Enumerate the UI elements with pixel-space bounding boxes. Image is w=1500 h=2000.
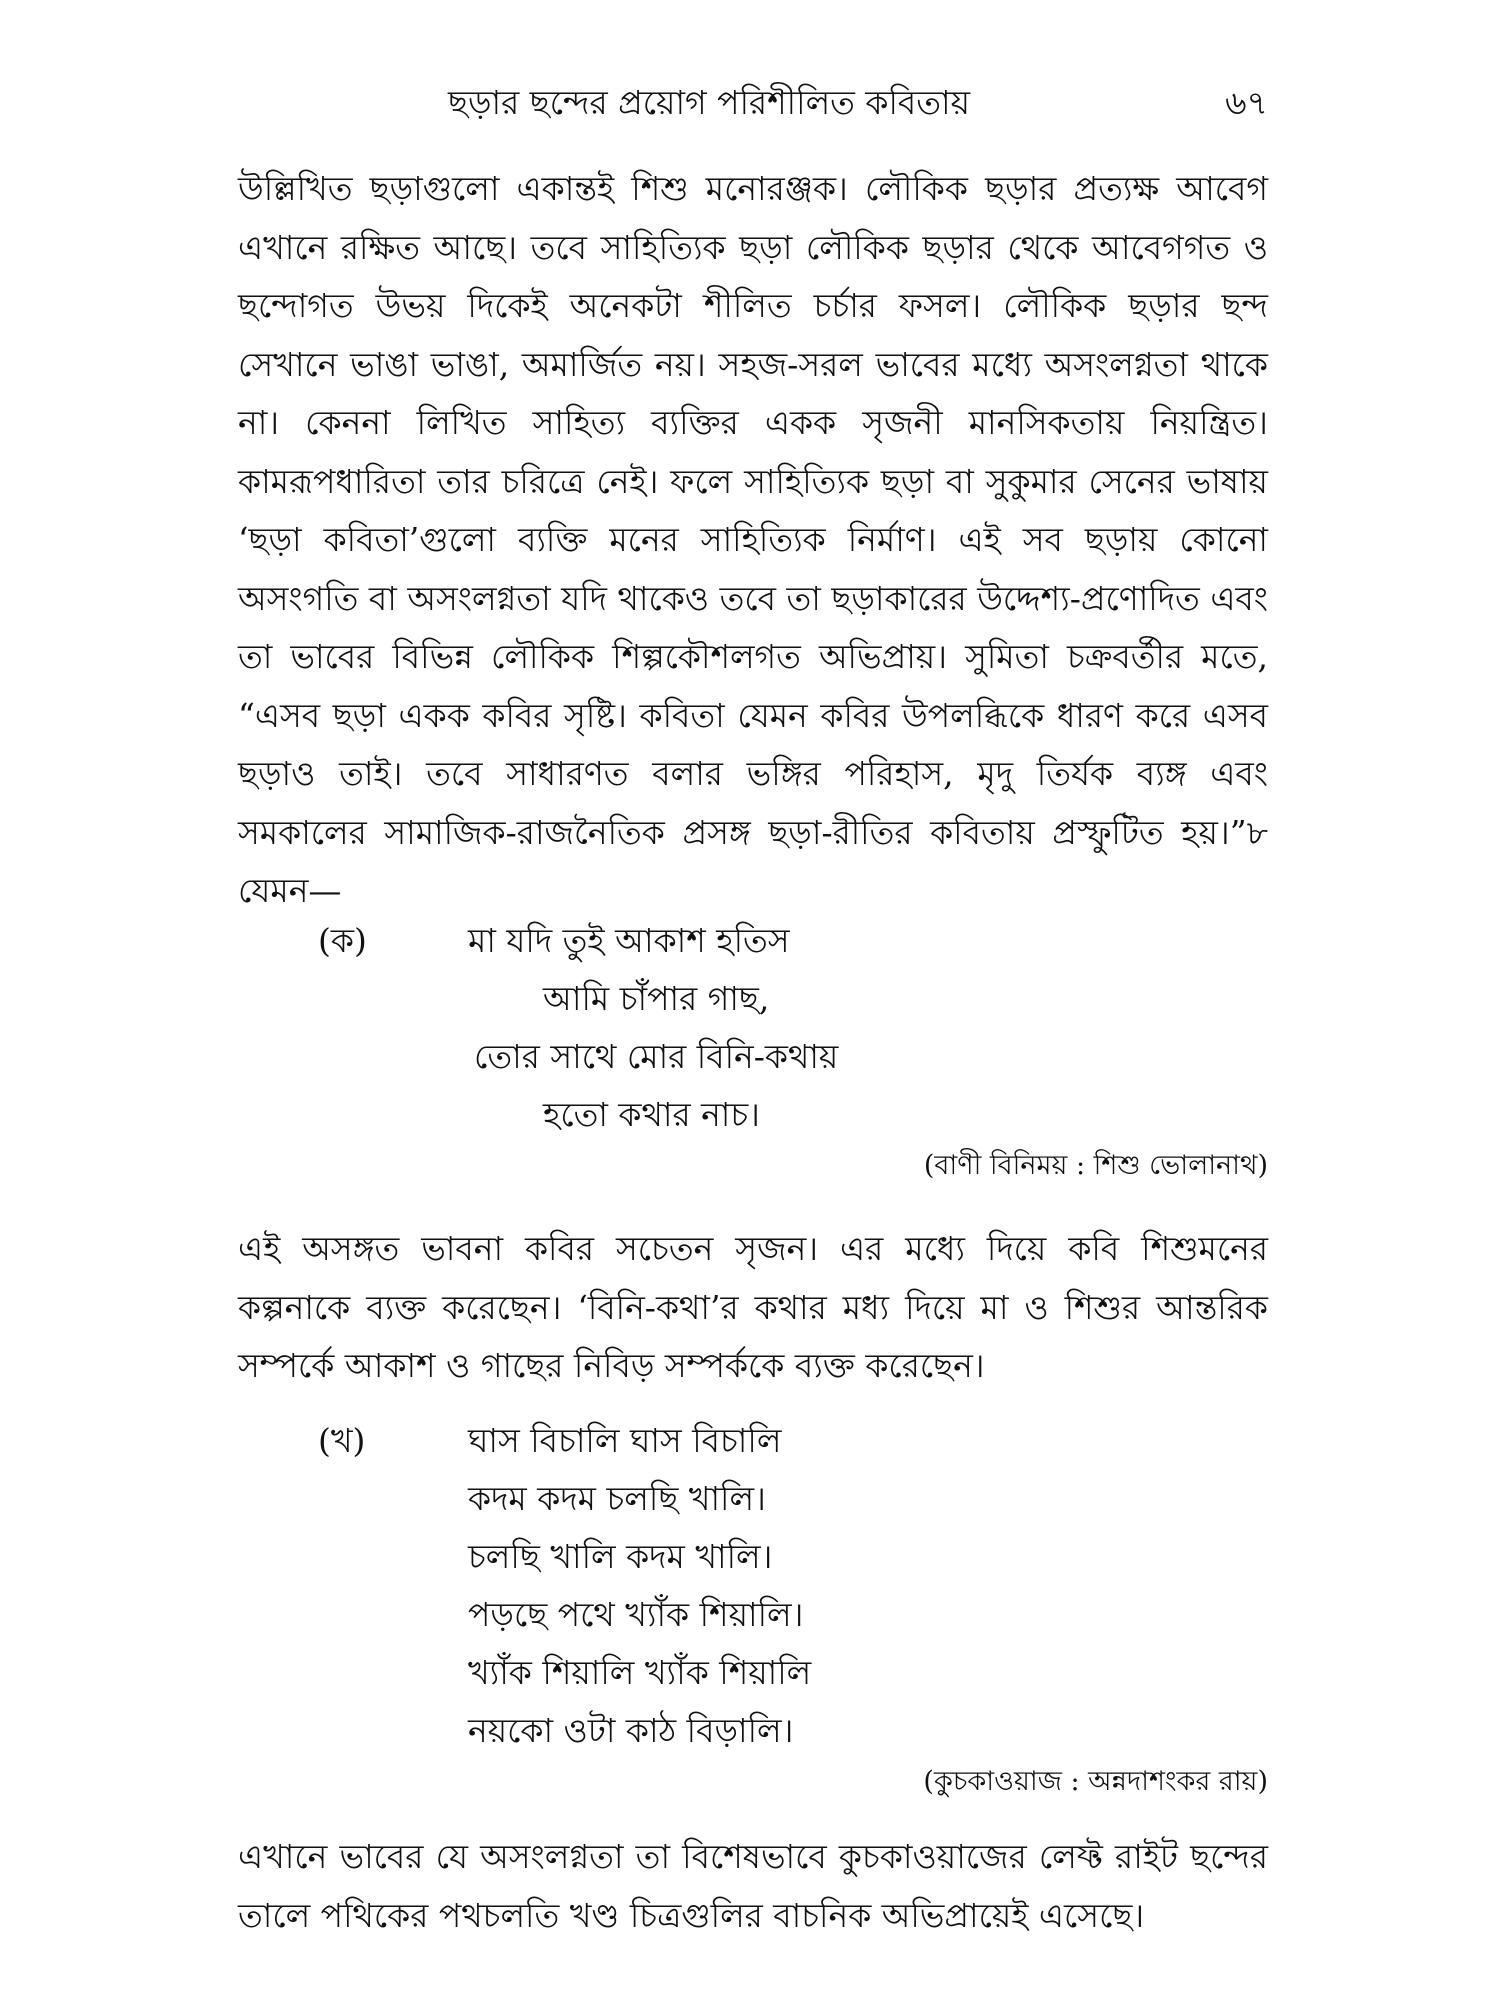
- verse-ka-line-2: আমি চাঁপার গাছ,: [543, 979, 770, 1018]
- verse-ka-citation: (বাণী বিনিময় : শিশু ভোলানাথ): [923, 1150, 1268, 1181]
- verse-kha-line-3: চলছি খালি কদম খালি।: [468, 1537, 773, 1576]
- paragraph-commentary-ka: এই অসঙ্গত ভাবনা কবির সচেতন সৃজন। এর মধ্যে দিয়ে কবি শিশুমনের কল্পনাকে ব্যক্ত করেছেন। ‘বিনি-কথা’র কথার মধ্য দিয়ে মা ও শিশুর আন্তরিক সম্পর্কে আকাশ ও গাছের নিবিড় সম্পর্ককে ব্যক্ত করেছেন।: [238, 1229, 1268, 1385]
- paragraph-intro: উল্লিখিত ছড়াগুলো একান্তই শিশু মনোরঞ্জক। লৌকিক ছড়ার প্রত্যক্ষ আবেগ এখানে রক্ষিত আছে। তবে সাহিত্যিক ছড়া লৌকিক ছড়ার থেকে আবেগগত ও ছন্দোগত উভয় দিকেই অনেকটা শীলিত চর্চার ফসল। লৌকিক ছড়ার ছন্দ সেখানে ভাঙা ভাঙা, অমার্জিত নয়। সহজ-সরল ভাবের মধ্যে অসংলগ্নতা থাকে না। কেননা লিখিত সাহিত্য ব্যক্তির একক সৃজনী মানসিকতায় নিয়ন্ত্রিত। কামরূপধারিতা তার চরিত্রে নেই। ফলে সাহিত্যিক ছড়া বা সুকুমার সেনের ভাষায় ‘ছড়া কবিতা’গুলো ব্যক্তি মনের সাহিত্যিক নির্মাণ। এই সব ছড়ায় কোনো অসংগতি বা অসংলগ্নতা যদি থাকেও তবে তা ছড়াকারের উদ্দেশ্য-প্রণোদিত এবং তা ভাবের বিভিন্ন লৌকিক শিল্পকৌশলগত অভিপ্রায়। সুমিতা চক্রবর্তীর মতে, “এসব ছড়া একক কবির সৃষ্টি। কবিতা যেমন কবির উপলব্ধিকে ধারণ করে এসব ছড়াও তাই। তবে সাধারণত বলার ভঙ্গির পরিহাস, মৃদু তির্যক ব্যঙ্গ এবং সমকালের সামাজিক-রাজনৈতিক প্রসঙ্গ ছড়া-রীতির কবিতায় প্রস্ফুটিত হয়।”৮ যেমন—: [238, 169, 1268, 910]
- verse-kha-label: (খ): [318, 1421, 366, 1460]
- verse-kha-line-1: ঘাস বিচালি ঘাস বিচালি: [468, 1421, 782, 1460]
- verse-ka-label: (ক): [318, 921, 367, 960]
- page-number: ৬৭: [1225, 83, 1268, 122]
- verse-kha-line-5: খ্যাঁক শিয়ালি খ্যাঁক শিয়ালি: [468, 1653, 812, 1692]
- paragraph-commentary-kha: এখানে ভাবের যে অসংলগ্নতা তা বিশেষভাবে কুচকাওয়াজের লেফ্ট রাইট ছন্দের তালে পথিকের পথচলতি খণ্ড চিত্রগুলির বাচনিক অভিপ্রায়েই এসেছে।: [238, 1837, 1268, 1935]
- running-header: [238, 78, 1268, 128]
- verse-ka-line-3: তোর সাথে মোর বিনি-কথায়: [474, 1037, 839, 1076]
- verse-ka: [238, 912, 1268, 1134]
- verse-ka-line-1: মা যদি তুই আকাশ হতিস: [468, 921, 790, 960]
- verse-kha-line-4: পড়ছে পথে খ্যাঁক শিয়ালি।: [468, 1595, 804, 1634]
- verse-kha-citation: (কুচকাওয়াজ : অন্নদাশংকর রায়): [923, 1766, 1268, 1797]
- running-title: ছড়ার ছন্দের প্রয়োগ পরিশীলিত কবিতায়: [448, 83, 971, 122]
- verse-kha: [238, 1412, 1268, 1762]
- verse-kha-line-2: কদম কদম চলছি খালি।: [468, 1479, 766, 1518]
- verse-kha-line-6: নয়কো ওটা কাঠ বিড়ালি।: [468, 1711, 794, 1750]
- verse-ka-line-4: হতো কথার নাচ।: [543, 1095, 760, 1134]
